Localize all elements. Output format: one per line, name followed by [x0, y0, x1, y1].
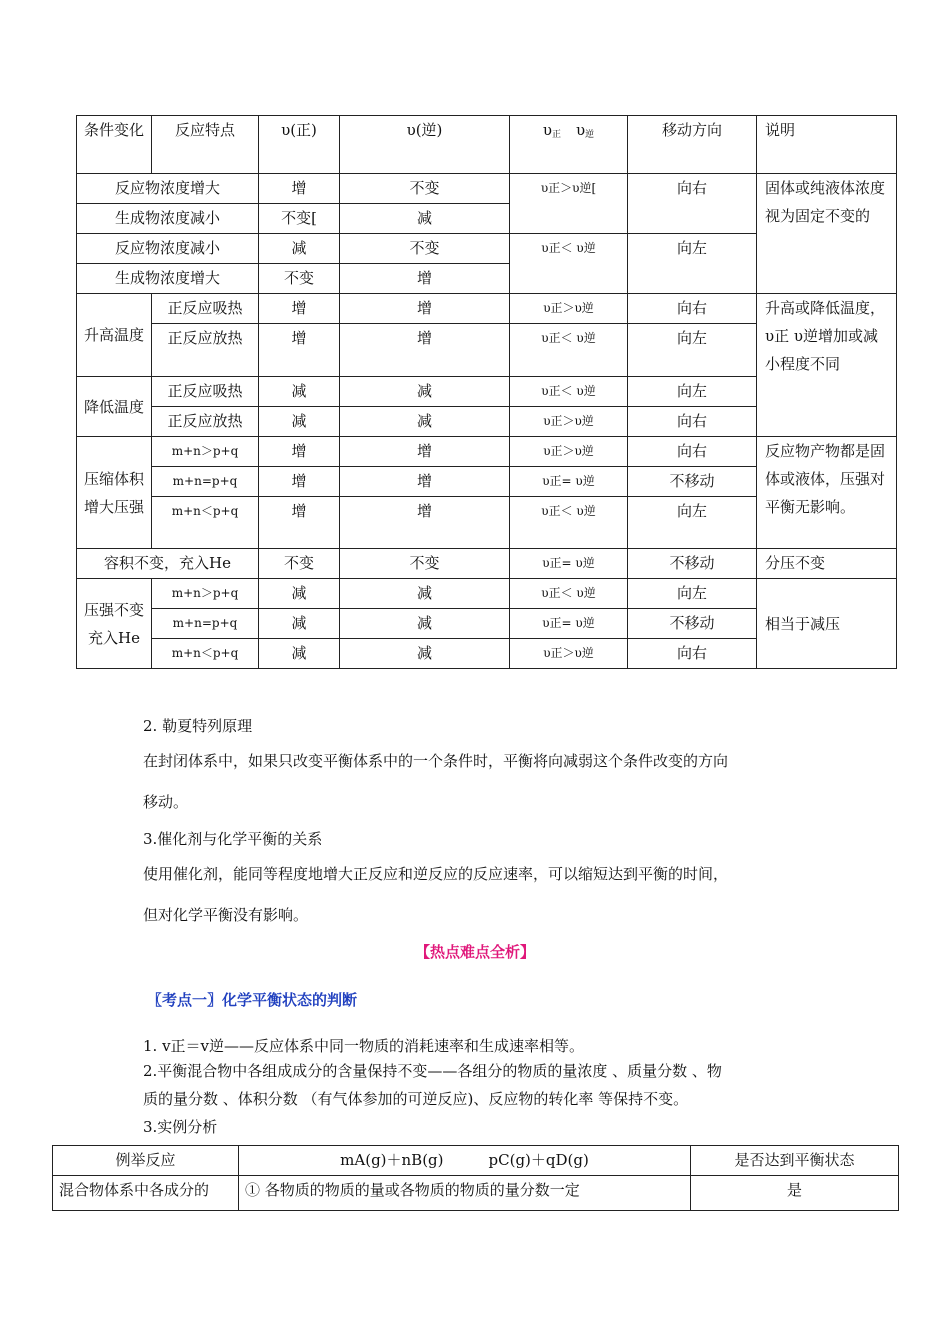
cell-note-pressure: 反应物产物都是固体或液体，压强对平衡无影响。 [757, 437, 897, 549]
cell-feature: 正反应吸热 [152, 294, 259, 324]
cell-rate-compare: υ正= υ逆 [510, 609, 628, 639]
cell-note-partial-pressure: 分压不变 [757, 549, 897, 579]
cell-direction: 向左 [628, 579, 757, 609]
cell-forward-rate: 增 [259, 497, 340, 549]
key-point-item-2-line1: 2.平衡混合物中各组成成分的含量保持不变——各组分的物质的量浓度 、质量分数 、物 [143, 1062, 722, 1080]
cell-rate-compare: υ正＜ υ逆 [510, 579, 628, 609]
cell-direction: 向右 [628, 294, 757, 324]
cell-criterion: ① 各物质的物质的量或各物质的物质的量分数一定 [239, 1176, 691, 1211]
cell-forward-rate: 增 [259, 437, 340, 467]
table-row [77, 579, 897, 609]
header-notes: 说明 [757, 116, 897, 174]
section-2-body-line2: 移动。 [143, 793, 189, 811]
cell-direction: 向左 [628, 497, 757, 549]
cell-category: 混合物体系中各成分的 [53, 1176, 239, 1211]
cell-reverse-rate: 增 [340, 294, 510, 324]
cell-direction: 向左 [628, 234, 757, 294]
cell-forward-rate: 不变[ [259, 204, 340, 234]
cell-direction: 向左 [628, 324, 757, 377]
cell-forward-rate: 增 [259, 467, 340, 497]
header-example-reaction: 例举反应 [53, 1146, 239, 1176]
cell-condition: 反应物浓度增大 [77, 174, 259, 204]
hot-topics-heading: 【热点难点全析】 [414, 943, 535, 961]
cell-direction: 不移动 [628, 609, 757, 639]
header-reaction-feature: 反应特点 [152, 116, 259, 174]
key-point-item-2-line2: 质的量分数 、体积分数 （有气体参加的可逆反应)、反应物的转化率 等保持不变。 [143, 1090, 689, 1108]
cell-group-compress: 压缩体积增大压强 [77, 437, 152, 549]
cell-forward-rate: 不变 [259, 549, 340, 579]
cell-forward-rate: 减 [259, 579, 340, 609]
header-reverse-rate: υ(逆) [340, 116, 510, 174]
cell-reverse-rate: 减 [340, 609, 510, 639]
cell-direction: 向右 [628, 407, 757, 437]
cell-rate-compare: υ正＜ υ逆 [510, 324, 628, 377]
cell-feature: 正反应放热 [152, 407, 259, 437]
cell-reverse-rate: 不变 [340, 234, 510, 264]
section-3-body-line2: 但对化学平衡没有影响。 [143, 906, 309, 924]
cell-forward-rate: 减 [259, 639, 340, 669]
cell-rate-compare: υ正＜ υ逆 [510, 234, 628, 294]
cell-forward-rate: 增 [259, 174, 340, 204]
cell-rate-compare: υ正＜ υ逆 [510, 497, 628, 549]
cell-rate-compare: υ正＞υ逆 [510, 294, 628, 324]
cell-direction: 不移动 [628, 549, 757, 579]
header-rate-compare: $\upsilon_正$ $\upsilon_逆$ [510, 116, 628, 174]
cell-rate-compare: υ正＞υ逆 [510, 407, 628, 437]
cell-condition: 容积不变，充入He [77, 549, 259, 579]
key-point-item-1: 1. v正＝v逆——反应体系中同一物质的消耗速率和生成速率相等。 [143, 1037, 585, 1055]
cell-note-temperature: 升高或降低温度，υ正 υ逆增加或减小程度不同 [757, 294, 897, 437]
cell-feature: 正反应放热 [152, 324, 259, 377]
equilibrium-shift-table [76, 115, 897, 669]
cell-rate-compare: υ正＞υ逆 [510, 639, 628, 669]
cell-reverse-rate: 增 [340, 324, 510, 377]
cell-answer: 是 [691, 1176, 899, 1211]
header-condition-change: 条件变化 [77, 116, 152, 174]
cell-reverse-rate: 增 [340, 467, 510, 497]
cell-condition: 生成物浓度减小 [77, 204, 259, 234]
cell-direction: 向右 [628, 437, 757, 467]
cell-feature: m+n＜p+q [152, 639, 259, 669]
cell-group-lower-temp: 降低温度 [77, 377, 152, 437]
header-shift-direction: 移动方向 [628, 116, 757, 174]
cell-condition: 反应物浓度减小 [77, 234, 259, 264]
cell-note-he: 相当于减压 [757, 579, 897, 669]
table-row [53, 1176, 899, 1211]
cell-reverse-rate: 减 [340, 204, 510, 234]
cell-feature: m+n＜p+q [152, 497, 259, 549]
table-row [77, 549, 897, 579]
section-3-title: 3.催化剂与化学平衡的关系 [143, 830, 323, 848]
cell-forward-rate: 减 [259, 609, 340, 639]
cell-group-raise-temp: 升高温度 [77, 294, 152, 377]
cell-reverse-rate: 增 [340, 264, 510, 294]
cell-reverse-rate: 减 [340, 377, 510, 407]
cell-feature: m+n=p+q [152, 467, 259, 497]
cell-group-const-pressure-he: 压强不变充入He [77, 579, 152, 669]
cell-forward-rate: 减 [259, 407, 340, 437]
key-point-item-3: 3.实例分析 [143, 1118, 218, 1136]
cell-reverse-rate: 增 [340, 497, 510, 549]
cell-forward-rate: 增 [259, 294, 340, 324]
cell-rate-compare: υ正= υ逆 [510, 549, 628, 579]
cell-direction: 不移动 [628, 467, 757, 497]
cell-direction: 向左 [628, 377, 757, 407]
cell-reverse-rate: 不变 [340, 174, 510, 204]
cell-forward-rate: 减 [259, 234, 340, 264]
section-3-body-line1: 使用催化剂，能同等程度地增大正反应和逆反应的反应速率，可以缩短达到平衡的时间， [143, 865, 729, 883]
cell-condition: 生成物浓度增大 [77, 264, 259, 294]
cell-rate-compare: υ正= υ逆 [510, 467, 628, 497]
cell-feature: m+n=p+q [152, 609, 259, 639]
cell-reverse-rate: 减 [340, 407, 510, 437]
header-reaction-equation: mA(g)＋nB(g) pC(g)＋qD(g) [239, 1146, 691, 1176]
cell-direction: 向右 [628, 174, 757, 234]
section-2-body-line1: 在封闭体系中，如果只改变平衡体系中的一个条件时，平衡将向减弱这个条件改变的方向 [143, 752, 729, 770]
table-row [77, 294, 897, 324]
key-point-1-heading: 〖考点一〗化学平衡状态的判断 [147, 991, 358, 1009]
table-row [77, 437, 897, 467]
section-2-title: 2. 勒夏特列原理 [143, 717, 253, 735]
cell-reverse-rate: 不变 [340, 549, 510, 579]
cell-forward-rate: 不变 [259, 264, 340, 294]
cell-rate-compare: υ正＞υ逆[ [510, 174, 628, 234]
cell-reverse-rate: 减 [340, 579, 510, 609]
cell-note-concentration: 固体或纯液体浓度视为固定不变的 [757, 174, 897, 294]
header-equilibrium-reached: 是否达到平衡状态 [691, 1146, 899, 1176]
cell-feature: 正反应吸热 [152, 377, 259, 407]
cell-feature: m+n＞p+q [152, 437, 259, 467]
cell-forward-rate: 减 [259, 377, 340, 407]
table-row [77, 174, 897, 204]
cell-rate-compare: υ正＞υ逆 [510, 437, 628, 467]
cell-direction: 向右 [628, 639, 757, 669]
cell-forward-rate: 增 [259, 324, 340, 377]
cell-reverse-rate: 增 [340, 437, 510, 467]
cell-reverse-rate: 减 [340, 639, 510, 669]
example-analysis-table [52, 1145, 899, 1211]
cell-rate-compare: υ正＜ υ逆 [510, 377, 628, 407]
header-forward-rate: υ(正) [259, 116, 340, 174]
table-header-row [53, 1146, 899, 1176]
cell-feature: m+n＞p+q [152, 579, 259, 609]
table-header-row [77, 116, 897, 174]
